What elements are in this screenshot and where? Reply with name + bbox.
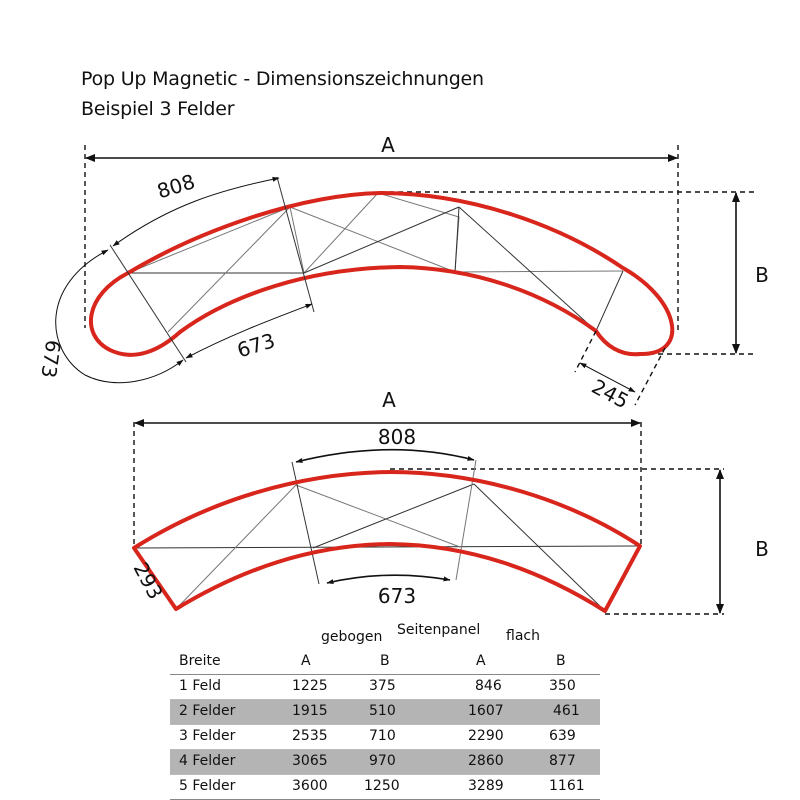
label-a: A (381, 133, 395, 157)
header-gebogen-a: A (301, 653, 311, 669)
cell-flach-a: 2860 (468, 753, 504, 769)
cell-flach-a: 3289 (468, 778, 504, 794)
table-row (170, 675, 600, 700)
top-drawing (36, 133, 768, 413)
dim-arc-end (56, 250, 183, 383)
table-group-header (170, 620, 600, 652)
group-gebogen: gebogen (321, 629, 383, 645)
dim-673: 673 (377, 584, 417, 608)
cell-breite: 1 Feld (179, 678, 222, 694)
cell-flach-a: 2290 (468, 728, 504, 744)
curved-outline-rounded (91, 193, 672, 355)
truss-lines (128, 193, 623, 273)
table-row (170, 750, 600, 775)
label-b: B (755, 537, 769, 561)
header-flach-a: A (476, 653, 486, 669)
cell-gebogen-a: 1225 (292, 678, 328, 694)
table-row (170, 725, 600, 750)
page-subtitle: Beispiel 3 Felder (81, 98, 235, 120)
table-row (170, 700, 600, 725)
cell-flach-b: 350 (549, 678, 576, 694)
cell-breite: 4 Felder (179, 753, 236, 769)
cell-breite: 3 Felder (179, 728, 236, 744)
dim-arc-outer (296, 450, 474, 462)
header-flach-b: B (556, 653, 566, 669)
bottom-drawing (129, 388, 769, 614)
cell-gebogen-a: 1915 (292, 703, 328, 719)
cell-flach-b: 639 (549, 728, 576, 744)
cell-breite: 2 Felder (179, 703, 236, 719)
cell-gebogen-a: 3065 (292, 753, 328, 769)
cell-gebogen-b: 970 (369, 753, 396, 769)
cell-gebogen-a: 3600 (292, 778, 328, 794)
panel-divider (277, 177, 314, 312)
label-a: A (382, 388, 396, 412)
table-header-row (170, 652, 600, 675)
header-gebogen-b: B (380, 653, 390, 669)
dim-arc-inner (327, 575, 450, 583)
table-row (170, 775, 600, 800)
dim-245: 245 (587, 374, 633, 414)
cell-flach-b: 461 (553, 703, 580, 719)
cell-gebogen-a: 2535 (292, 728, 328, 744)
cell-gebogen-b: 375 (369, 678, 396, 694)
cell-breite: 5 Felder (179, 778, 236, 794)
cell-flach-b: 877 (549, 753, 576, 769)
dim-808: 808 (377, 425, 417, 449)
dim-808: 808 (154, 169, 198, 204)
group-flach: flach (506, 628, 540, 644)
label-b: B (755, 263, 769, 287)
cell-flach-a: 1607 (468, 703, 504, 719)
extension-line-depth (635, 348, 665, 405)
dim-673-inner: 673 (234, 328, 278, 363)
dim-293: 293 (128, 558, 168, 604)
cell-flach-a: 846 (475, 678, 502, 694)
page-title: Pop Up Magnetic - Dimensionszeichnungen (81, 68, 484, 90)
dim-673-end: 673 (36, 338, 66, 380)
cell-gebogen-b: 510 (369, 703, 396, 719)
cell-flach-b: 1161 (549, 778, 585, 794)
cell-gebogen-b: 710 (369, 728, 396, 744)
header-breite: Breite (179, 653, 221, 669)
cell-gebogen-b: 1250 (364, 778, 400, 794)
dimensions-table (170, 620, 600, 800)
group-seitenpanel: Seitenpanel (397, 622, 481, 638)
